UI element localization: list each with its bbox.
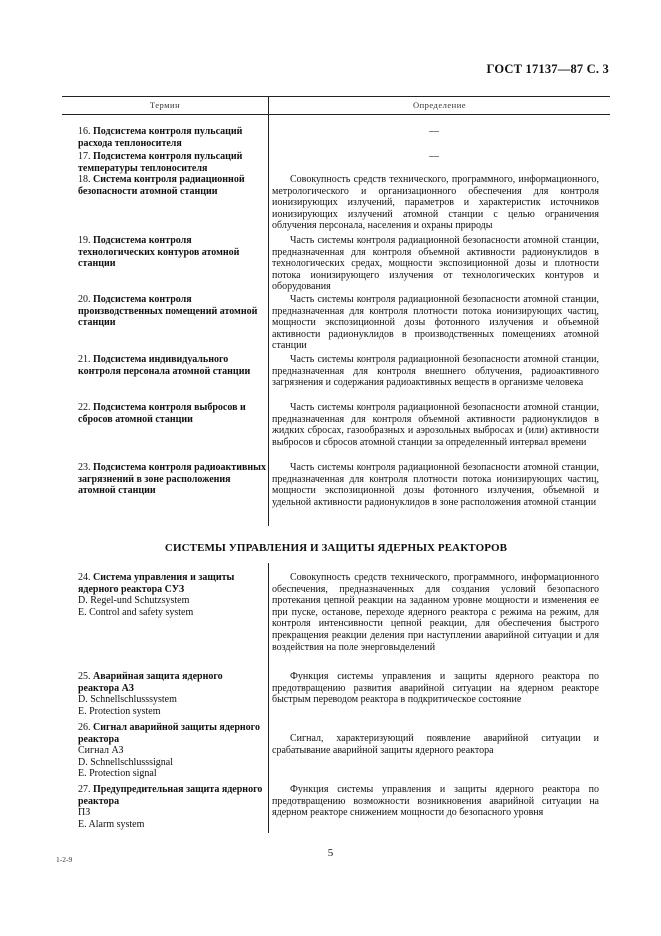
term-23: 23. Подсистема контроля радиоактивных загрязнений в зоне расположения атомной станции	[78, 462, 266, 497]
term-24-english: E. Control and safety system	[78, 606, 194, 618]
term-25-german: D. Schnellschlusssystem	[78, 694, 177, 706]
term-26-abbrev: Сигнал АЗ	[78, 745, 124, 757]
term-21: 21. Подсистема индивидуального контроля персонала атомной станции	[78, 354, 251, 377]
term-19: 19. Подсистема контроля технологических контуров атомной станции	[78, 235, 240, 270]
term-17: 17. Подсистема контроля пульсаций температуры теплоносителя	[78, 151, 243, 174]
definition-16: —	[429, 126, 439, 137]
definition-21: Часть системы контроля радиационной безопасности атомной станции, предназначенная для контроля внешнего облучения, радиоактивного загрязнения и содержания радиоактивных веществ в организме человека	[272, 354, 599, 389]
column-header-term: Термин	[149, 100, 181, 110]
definition-27: Функция системы управления и защиты ядерного реактора по предотвращению возможности возникновения аварийной ситуации на ядерном реакторе снижением мощности до безопасного уровня	[272, 784, 599, 819]
definition-20: Часть системы контроля радиационной безопасности атомной станции, предназначенная для контроля плотности потока ионизирующих частиц, мощности экспозиционной дозы фотонного излучения и объемной активности радионуклидов в производственных помещениях атомной станции	[272, 294, 599, 352]
definition-18: Совокупность средств технического, программного, информационного, метрологического и организационного обеспечения для контроля ионизирующих излучений, параметров и характеристик источников ионизирующих излучений атомной станции с целью ограничения облучения персонала, населения и охраны природы	[272, 174, 599, 232]
column-header-definition: Определение	[412, 100, 467, 110]
definition-17: —	[429, 151, 439, 162]
term-26: 26. Сигнал аварийной защиты ядерного реактора Сигнал АЗ D. Schnellschlusssignal E. Protection signal	[62, 722, 266, 780]
column-divider-top	[268, 96, 269, 526]
term-26-german: D. Schnellschlusssignal	[78, 756, 173, 768]
definition-24: Совокупность средств технического, программного, информационного обеспечения, предназначенных для создания условий безопасного протекания цепной реакции на заданном уровне мощности и изменения ее при пуске, останове, переходе ядерного реактора с режима на режим, для контроля интенсивности цепной реакции, для обеспечения быстрого прекращения реакции деления при наступлении аварийной ситуации и для воздействия на поле энерговыделений	[272, 572, 599, 653]
page-number: 5	[327, 847, 334, 859]
definition-26: Сигнал, характеризующий появление аварийной ситуации и срабатывание аварийной защиты ядерного реактора	[272, 733, 599, 756]
term-24: 24. Система управления и защиты ядерного реактора СУЗ D. Regel-und Schutzsystem E. Control and safety system	[62, 572, 266, 618]
term-25: 25. Аварийная защита ядерного реактора АЗ D. Schnellschlusssystem E. Protection system	[62, 671, 266, 717]
print-code: 1-2-9	[56, 855, 73, 864]
section-title: СИСТЕМЫ УПРАВЛЕНИЯ И ЗАЩИТЫ ЯДЕРНЫХ РЕАКТОРОВ	[164, 542, 508, 554]
term-27: 27. Предупредительная защита ядерного реактора ПЗ E. Alarm system	[62, 784, 266, 830]
definition-19: Часть системы контроля радиационной безопасности атомной станции, предназначенная для контроля объемной активности радионуклидов в технологических средах, мощности экспозиционной дозы и плотности потока ионизирующего излучения от технологических контуров и оборудования	[272, 235, 599, 293]
term-26-english: E. Protection signal	[78, 768, 157, 780]
table-header-rule	[62, 114, 610, 115]
term-18: 18. Система контроля радиационной безопасности атомной станции	[78, 174, 245, 197]
definition-25: Функция системы управления и защиты ядерного реактора по предотвращению развития аварийной ситуации на ядерном реакторе быстрым переводом реактора в подкритическое состояние	[272, 671, 599, 706]
column-divider-bottom	[268, 563, 269, 833]
definition-23: Часть системы контроля радиационной безопасности атомной станции, предназначенная для контроля плотности потока ионизирующих частиц, мощности экспозиционной дозы фотонного излучения, объемной и удельной активности радионуклидов в зоне расположения атомной станции	[272, 462, 599, 508]
term-20: 20. Подсистема контроля производственных помещений атомной станции	[78, 294, 258, 329]
term-27-english: E. Alarm system	[78, 818, 145, 830]
term-27-abbrev: ПЗ	[78, 807, 91, 819]
term-22: 22. Подсистема контроля выбросов и сбросов атомной станции	[78, 402, 246, 425]
term-24-german: D. Regel-und Schutzsystem	[78, 595, 190, 607]
document-header: ГОСТ 17137—87 С. 3	[486, 62, 609, 76]
table-top-rule	[62, 96, 610, 97]
term-25-english: E. Protection system	[78, 705, 161, 717]
term-16: 16. Подсистема контроля пульсаций расхода теплоносителя	[78, 126, 243, 149]
definition-22: Часть системы контроля радиационной безопасности атомной станции, предназначенная для контроля объемной активности радионуклидов в жидких сбросах, газообразных и аэрозольных выбросах и (или) активности выбросов и сбросов атомной станции за определенный интервал времени	[272, 402, 599, 448]
